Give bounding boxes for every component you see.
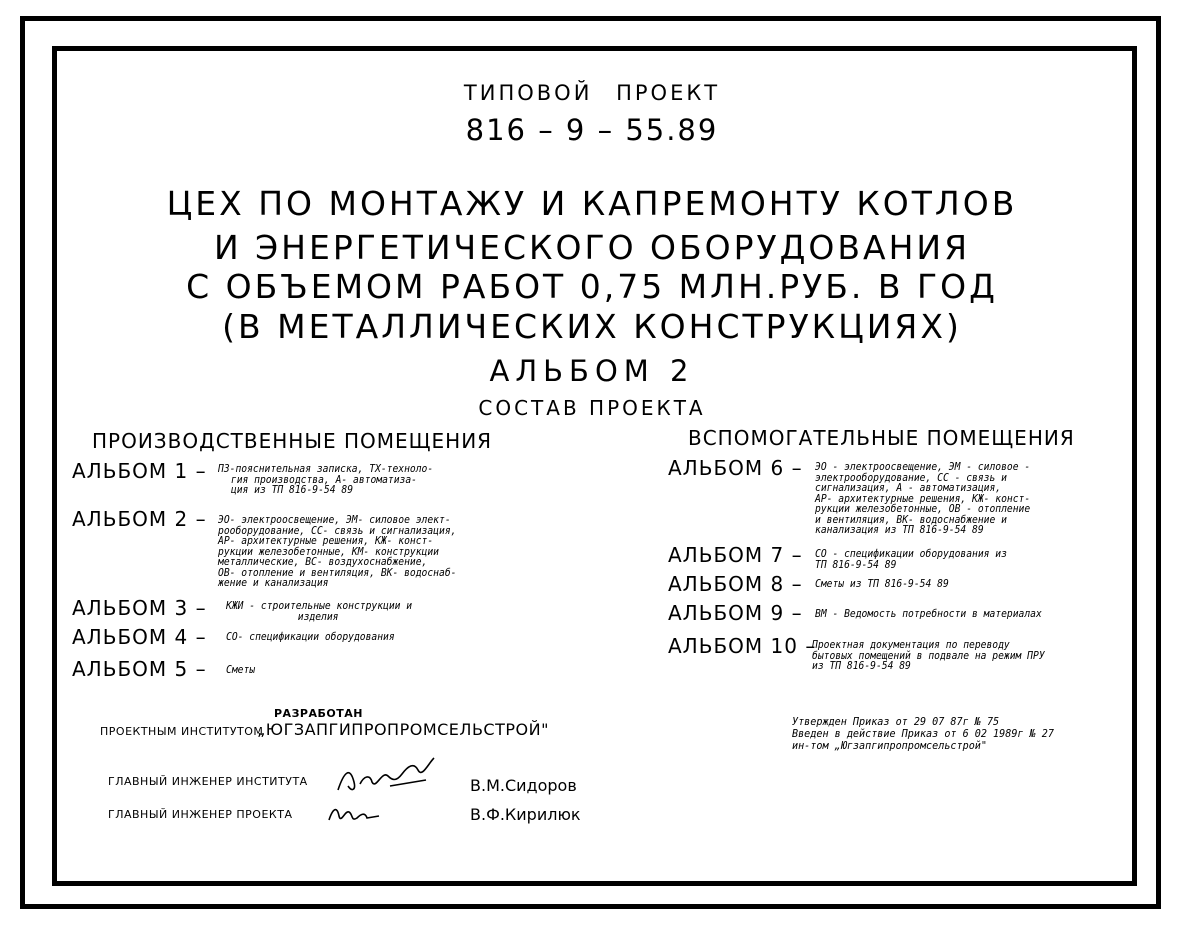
institute-name: „ЮГЗАПГИПРОПРОМСЕЛЬСТРОЙ" [257, 720, 549, 739]
album-8-description: Сметы из ТП 816-9-54 89 [815, 578, 949, 590]
right-section-heading: ВСПОМОГАТЕЛЬНЫЕ ПОМЕЩЕНИЯ [688, 426, 1075, 450]
album-10-description: Проектная документация по переводу бытовых помещений в подвале на режим ПРУ из ТП 816-9-54 89 [812, 639, 1045, 672]
album-3-description: КЖИ - строительные конструкции и изделия [226, 600, 413, 623]
album-9-label: АЛЬБОМ 9 – [668, 601, 803, 625]
chief-engineer-project-name: В.Ф.Кирилюк [470, 805, 581, 824]
album-6-description: ЭО - электроосвещение, ЭМ - силовое - электрооборудование, СС - связь и сигнализация, А - автоматизация, АР- архитектурные решения, КЖ- конст- рукции железобетонные, ОВ - отопление и вентиляция, ВК- водоснабжение и канализация из ТП 816-9-54 89 [815, 461, 1031, 536]
signature-krasyuk [330, 752, 445, 800]
album-2-description: ЭО- электроосвещение, ЭМ- силовое элект- рооборудование, СС- связь и сигнализация, АР- архитектурные решения, КЖ- конст- рукции железобетонные, КМ- конструкции металлические, ВС- воздухоснабжение, ОВ- отопление и вентиляция, ВК- водоснаб- жение и канализация [218, 514, 457, 589]
album-5-label: АЛЬБОМ 5 – [72, 657, 207, 681]
album-3-label: АЛЬБОМ 3 – [72, 596, 207, 620]
title-line-4: (В МЕТАЛЛИЧЕСКИХ КОНСТРУКЦИЯХ) [222, 307, 962, 346]
album-7-description: СО - спецификации оборудования из ТП 816-9-54 89 [815, 548, 1007, 571]
approval-block: Утвержден Приказ от 29 07 87г № 75 Введен в действие Приказ от 6 02 1989г № 27 ин-том „Югзапгипропромсельстрой" [792, 715, 1054, 752]
chief-engineer-institute-role: ГЛАВНЫЙ ИНЖЕНЕР ИНСТИТУТА [108, 775, 308, 788]
album-1-description: ПЗ-пояснительная записка, ТХ-техноло- гия производства, А- автоматиза- ция из ТП 816-9-54 89 [218, 463, 434, 496]
album-10-label: АЛЬБОМ 10 – [668, 634, 817, 658]
album-9-description: ВМ - Ведомость потребности в материалах [815, 608, 1042, 620]
album-4-label: АЛЬБОМ 4 – [72, 625, 207, 649]
album-7-label: АЛЬБОМ 7 – [668, 543, 803, 567]
institute-by-label: ПРОЕКТНЫМ ИНСТИТУТОМ [100, 725, 264, 738]
chief-engineer-institute-name: В.М.Сидоров [470, 776, 577, 795]
project-number: 816 – 9 – 55.89 [465, 113, 719, 147]
album-8-label: АЛЬБОМ 8 – [668, 572, 803, 596]
chief-engineer-project-role: ГЛАВНЫЙ ИНЖЕНЕР ПРОЕКТА [108, 808, 293, 821]
album-title: АЛЬБОМ 2 [489, 354, 695, 388]
title-line-2: И ЭНЕРГЕТИЧЕСКОГО ОБОРУДОВАНИЯ [213, 228, 971, 267]
album-1-label: АЛЬБОМ 1 – [72, 459, 207, 483]
developed-label: РАЗРАБОТАН [274, 707, 363, 720]
title-line-1: ЦЕХ ПО МОНТАЖУ И КАПРЕМОНТУ КОТЛОВ [166, 184, 1018, 223]
album-5-description: Сметы [226, 664, 256, 676]
composition-title: СОСТАВ ПРОЕКТА [478, 396, 706, 420]
album-2-label: АЛЬБОМ 2 – [72, 507, 207, 531]
signature-kirilyuk [325, 800, 385, 828]
album-4-description: СО- спецификации оборудования [226, 631, 395, 643]
title-line-3: С ОБЪЕМОМ РАБОТ 0,75 МЛН.РУБ. В ГОД [186, 267, 998, 306]
left-section-heading: ПРОИЗВОДСТВЕННЫЕ ПОМЕЩЕНИЯ [92, 429, 493, 453]
project-type: ТИПОВОЙ ПРОЕКТ [463, 81, 721, 105]
album-6-label: АЛЬБОМ 6 – [668, 456, 803, 480]
